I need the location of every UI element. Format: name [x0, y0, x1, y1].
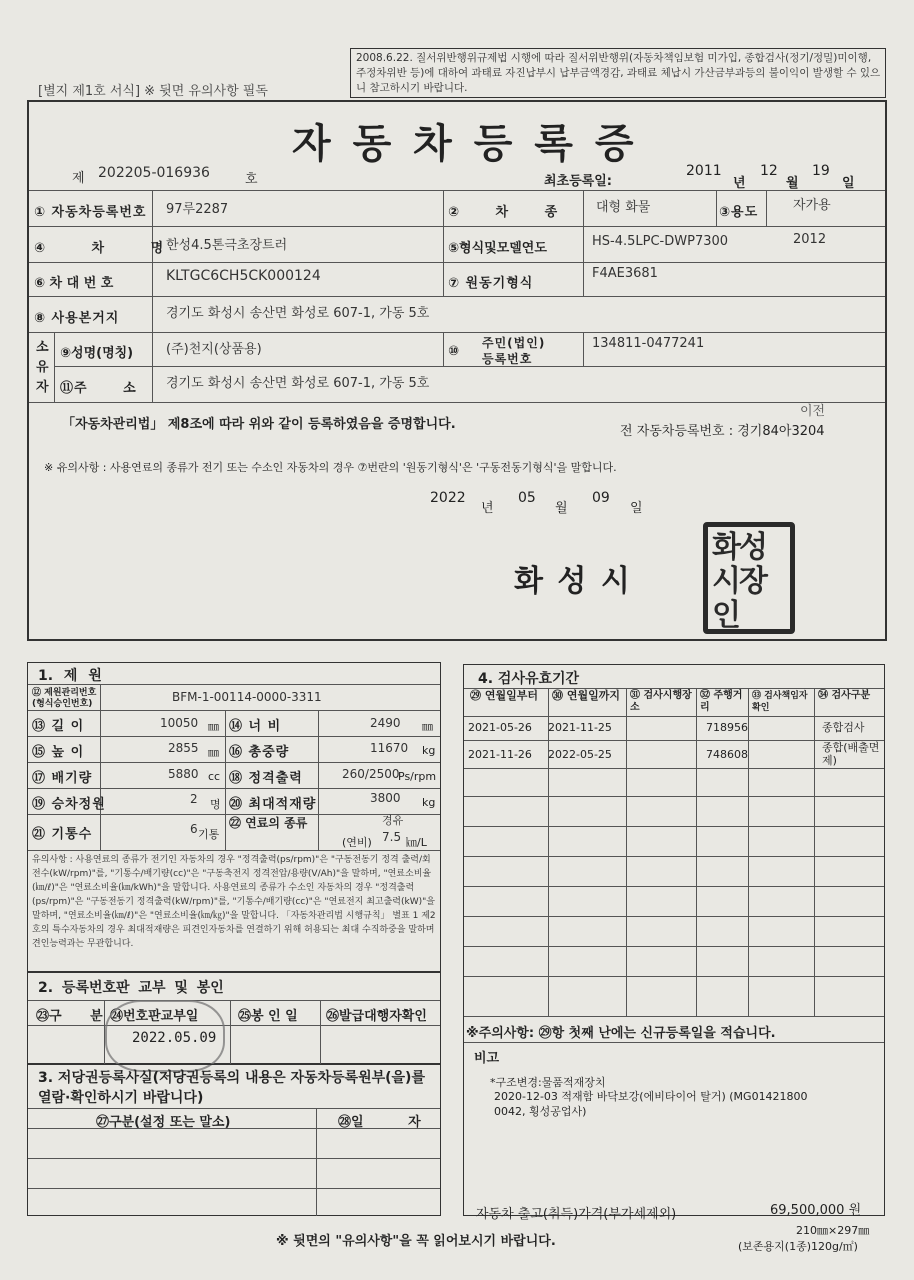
vehicle-use: 자가용 [793, 198, 831, 213]
row-line [28, 1025, 440, 1026]
seats-unit: 명 [210, 798, 221, 811]
month-unit: 월 [786, 176, 799, 191]
form-label: [별지 제1호 서식] ※ 뒷면 유의사항 필독 [38, 84, 268, 99]
power-unit: Ps/rpm [398, 770, 437, 783]
col-line [318, 710, 319, 850]
vehicle-type: 대형 화물 [596, 200, 651, 215]
width-label: ⑭ 너 비 [229, 719, 282, 734]
lien-col-2: ㉘일 자 [338, 1115, 421, 1130]
first-reg-year: 2011 [686, 163, 722, 179]
inspection-heading: 4. 검사유효기간 [478, 671, 580, 687]
row-line [29, 332, 885, 333]
plate-col-1: ㉓구 분 [36, 1009, 103, 1024]
power: 260/2500 [342, 767, 400, 781]
owner-id-label-2: 등록번호 [482, 352, 533, 366]
base-label: ⑧ 사용본거지 [34, 311, 120, 326]
lien-heading: 3. 저당권등록사실(저당권등록의 내용은 자동차등록원부(을)를 열람·확인하시기 바랍니다) [38, 1070, 425, 1106]
lien-col-1: ㉗구분(설정 또는 말소) [96, 1115, 231, 1130]
col-line [320, 1000, 321, 1064]
insp-h5: ㉝ 검사책임자확인 [752, 691, 808, 713]
load-unit: kg [422, 796, 436, 809]
insp-row-1-km: 718956 [706, 721, 748, 734]
row-line [464, 826, 884, 827]
row-line [28, 684, 440, 685]
owner-address: 경기도 화성시 송산면 화성로 607-1, 가동 5호 [166, 376, 430, 391]
insp-h2: ㉚ 연월일까지 [552, 689, 620, 702]
row-line [28, 1000, 440, 1001]
col-line [443, 190, 444, 296]
row-line [28, 736, 440, 737]
row-line [464, 976, 884, 977]
length-label: ⑬ 길 이 [32, 719, 85, 734]
engine-label: ⑦ 원동기형식 [448, 276, 534, 291]
col-line [316, 1108, 317, 1216]
prev-reg: 전 자동차등록번호 : 경기84아3204 [620, 424, 825, 439]
owner-id-label-1: 주민(법인) [482, 336, 546, 350]
eff-label: (연비) [342, 836, 372, 849]
day-unit: 일 [842, 176, 855, 191]
row-line [464, 740, 884, 741]
cylinders: 6 [190, 822, 198, 836]
max-load: 3800 [370, 791, 401, 805]
col-line [814, 688, 815, 1016]
insp-h4: ㉜ 주행거리 [700, 690, 743, 713]
spec-note: 유의사항 : 사용연료의 종류가 전기인 자동차의 경우 "정격출력(ps/rpm)"은 "구동전동기 정격 출력/회전수(kW/rpm)"를, "기통수/배기량(cc)"은 "구동축전지 정격전압/용량(V/Ah)"을 말하며, "연료소비율(㎞/ℓ)"은 "연료소비율(㎞/kWh)"을 말합니다. 사용연료의 종류가 수소인 자동차의 경우 "정격출력(ps/rpm)"은 "구동전동기 정격출력(kW/rpm)"를, "기통수/배기량(cc)"은 "연료전지 최고출력(kW)"을 말하며, "연료소비율(㎞/ℓ)"은 "연료소비율(㎞/㎏)"을 말합니다. 「자동차관리법 시행규칙」 별표 1 제2호의 특수자동차의 경우 최대적재량은 피견인자동차를 연결하기 위해 허용되는 최대 수직하중을 말하며 견인능력과는 무관합니다. [32, 855, 436, 949]
issue-mo: 월 [555, 501, 568, 516]
row-line [29, 402, 885, 403]
row-line [464, 1016, 884, 1017]
row-line [464, 856, 884, 857]
type-label: ② 차 종 [448, 205, 559, 220]
owner-id: 134811-0477241 [592, 336, 705, 351]
row-line [28, 1108, 440, 1109]
col-line [583, 190, 584, 296]
model-year: 2012 [793, 232, 827, 247]
row-line [464, 916, 884, 917]
length: 10050 [160, 716, 199, 730]
number-suffix: 호 [245, 172, 258, 187]
owner-name-label: ⑨성명(명칭) [60, 346, 134, 361]
height: 2855 [168, 741, 199, 755]
plate-col-4: ㉖발급대행자확인 [326, 1009, 427, 1024]
vin: KLTGC6CH5CK000124 [166, 268, 321, 284]
name-label: ④ 차 명 [34, 241, 165, 256]
fuel-label: ㉒ 연료의 종류 [229, 816, 308, 830]
remarks-heading: 비고 [474, 1051, 500, 1066]
price-label: 자동차 출고(취득)가격(부가세제외) [476, 1207, 677, 1222]
insp-row-1-from: 2021-05-26 [468, 721, 532, 734]
col-line [626, 688, 627, 1016]
insp-row-1-kind: 종합검사 [822, 721, 865, 734]
first-reg-day: 19 [812, 163, 830, 179]
model: HS-4.5LPC-DWP7300 [592, 234, 729, 249]
seats: 2 [190, 792, 198, 806]
plate-issue-date: 2022.05.09 [132, 1030, 217, 1046]
remarks-line-2: 2020-12-03 적재함 바닥보강(에비타이어 탈거) (MG01421800 [494, 1090, 808, 1103]
height-label: ⑮ 높 이 [32, 745, 85, 760]
plate-col-2: ㉔번호판교부일 [110, 1009, 199, 1024]
year-unit: 년 [733, 176, 746, 191]
height-unit: ㎜ [208, 746, 219, 759]
row-line [464, 716, 884, 717]
issue-month: 05 [518, 490, 536, 506]
gross-unit: kg [422, 744, 436, 757]
page-title: 자 동 차 등 록 증 [292, 120, 638, 167]
notice-top: 2008.6.22. 질서위반행위규제법 시행에 따라 질서위반행위(자동차책임보험 미가입, 종합검사(정기/정밀)미이행, 주정차위반 등)에 대하여 과태료 자진납부시 납부금액경감, 과태료 체납시 가산금부과등의 불이익이 발생할 수 있으니 참고하시기 바랍니다. [356, 52, 881, 94]
fuel-eff: 7.5 [382, 830, 402, 844]
insp-row-2-km: 748608 [706, 748, 748, 761]
approval-no: BFM-1-00114-0000-3311 [172, 690, 322, 704]
width: 2490 [370, 716, 401, 730]
row-line [28, 814, 440, 815]
col-line [54, 332, 55, 402]
addr-label: ⑪주 소 [60, 381, 137, 396]
issue-d: 일 [630, 501, 643, 516]
cert-number: 202205-016936 [98, 165, 210, 181]
row-line [464, 1042, 884, 1043]
col-line [230, 1000, 231, 1064]
width-unit: ㎜ [422, 720, 433, 733]
col-line [583, 332, 584, 366]
seats-label: ⑲ 승차정원 [32, 797, 106, 812]
row-line [28, 850, 440, 851]
fuel-type: 경유 [382, 814, 404, 827]
cyl-label: ㉑ 기통수 [32, 827, 93, 842]
load-label: ⑳ 최대적재량 [229, 797, 317, 812]
displacement: 5880 [168, 767, 199, 781]
row-line [28, 1158, 440, 1159]
row-line [28, 710, 440, 711]
issuer: 화 성 시 [514, 564, 632, 599]
issue-y: 년 [481, 501, 494, 516]
base-address: 경기도 화성시 송산면 화성로 607-1, 가동 5호 [166, 306, 430, 321]
insp-row-1-to: 2021-11-25 [548, 721, 612, 734]
row-line [464, 796, 884, 797]
first-reg-label: 최초등록일: [544, 174, 612, 189]
owner-id-num: ⑩ [448, 344, 461, 359]
footer-note: ※ 뒷면의 "유의사항"을 꼭 읽어보시기 바랍니다. [276, 1234, 556, 1249]
eff-unit: ㎞/L [406, 836, 427, 849]
plate-col-3: ㉕봉 인 일 [238, 1009, 298, 1024]
model-label: ⑤형식및모델연도 [448, 241, 547, 256]
row-line [464, 946, 884, 947]
number-prefix: 제 [72, 171, 85, 186]
inspection-note: ※주의사항: ㉙항 첫째 난에는 신규등록일을 적습니다. [466, 1026, 776, 1041]
vehicle-name: 한성4.5톤극초장트러 [166, 238, 288, 253]
row-line [54, 366, 885, 367]
gross-label: ⑯ 총중량 [229, 745, 290, 760]
paper-size: 210㎜×297㎜ [796, 1224, 870, 1237]
row-line [28, 788, 440, 789]
reg-no: 97루2287 [166, 202, 229, 217]
owner-side-label: 소유자 [36, 340, 49, 395]
insp-h3: ㉛ 검사시행장소 [630, 690, 692, 713]
vin-label: ⑥ 차 대 번 호 [34, 276, 114, 291]
price-value: 69,500,000 원 [770, 1203, 862, 1218]
row-line [28, 1188, 440, 1189]
engine-type: F4AE3681 [592, 266, 658, 281]
row-line [29, 190, 885, 191]
city-seal: 화성시장인 [703, 522, 795, 634]
plate-heading: 2. 등록번호판 교부 및 봉인 [38, 980, 224, 996]
insp-row-2-kind: 종합(배출면제) [822, 741, 880, 767]
row-line [28, 762, 440, 763]
gross-weight: 11670 [370, 741, 409, 755]
use-label: ③용도 [719, 205, 759, 220]
insp-row-2-to: 2022-05-25 [548, 748, 612, 761]
row-line [29, 226, 885, 227]
issue-day: 09 [592, 490, 610, 506]
row-line [464, 768, 884, 769]
first-reg-month: 12 [760, 163, 778, 179]
row-line [29, 296, 885, 297]
col-line [152, 190, 153, 402]
spec-heading: 1. 제 원 [38, 668, 102, 684]
issue-year: 2022 [430, 490, 466, 506]
col-line [548, 688, 549, 1016]
col-line [766, 190, 767, 226]
certify-text: 「자동차관리법」 제8조에 따라 위와 같이 등록하였음을 증명합니다. [62, 417, 456, 432]
length-unit: ㎜ [208, 720, 219, 733]
disp-label: ⑰ 배기량 [32, 771, 93, 786]
col-line [443, 332, 444, 366]
insp-h1: ㉙ 연월일부터 [470, 689, 538, 702]
owner-name: (주)천지(상품용) [166, 342, 262, 357]
insp-row-2-from: 2021-11-26 [468, 748, 532, 761]
insp-h6: ㉞ 검사구분 [818, 690, 871, 701]
row-line [29, 262, 885, 263]
col-line [225, 710, 226, 850]
row-line [464, 886, 884, 887]
paper-stock: (보존용지(1종)120g/㎡) [738, 1240, 858, 1253]
remarks-line-3: 0042, 횡성공업사) [494, 1105, 587, 1118]
caution-text: ※ 유의사항 : 사용연료의 종류가 전기 또는 수소인 자동차의 경우 ⑦번란의 '원동기형식'은 '구동전동기형식'을 말합니다. [44, 461, 617, 474]
power-label: ⑱ 정격출력 [229, 771, 303, 786]
cyl-unit: 기통 [198, 828, 220, 841]
approval-label: ⑫ 제원관리번호(형식승인번호) [32, 688, 97, 709]
disp-unit: cc [208, 770, 221, 783]
transfer-mark: 이전 [800, 404, 826, 419]
reg-no-label: ① 자동차등록번호 [34, 205, 147, 220]
col-line [716, 190, 717, 226]
col-line [748, 688, 749, 1016]
remarks-line-1: *구조변경:물품적재장치 [490, 1076, 606, 1089]
col-line [696, 688, 697, 1016]
